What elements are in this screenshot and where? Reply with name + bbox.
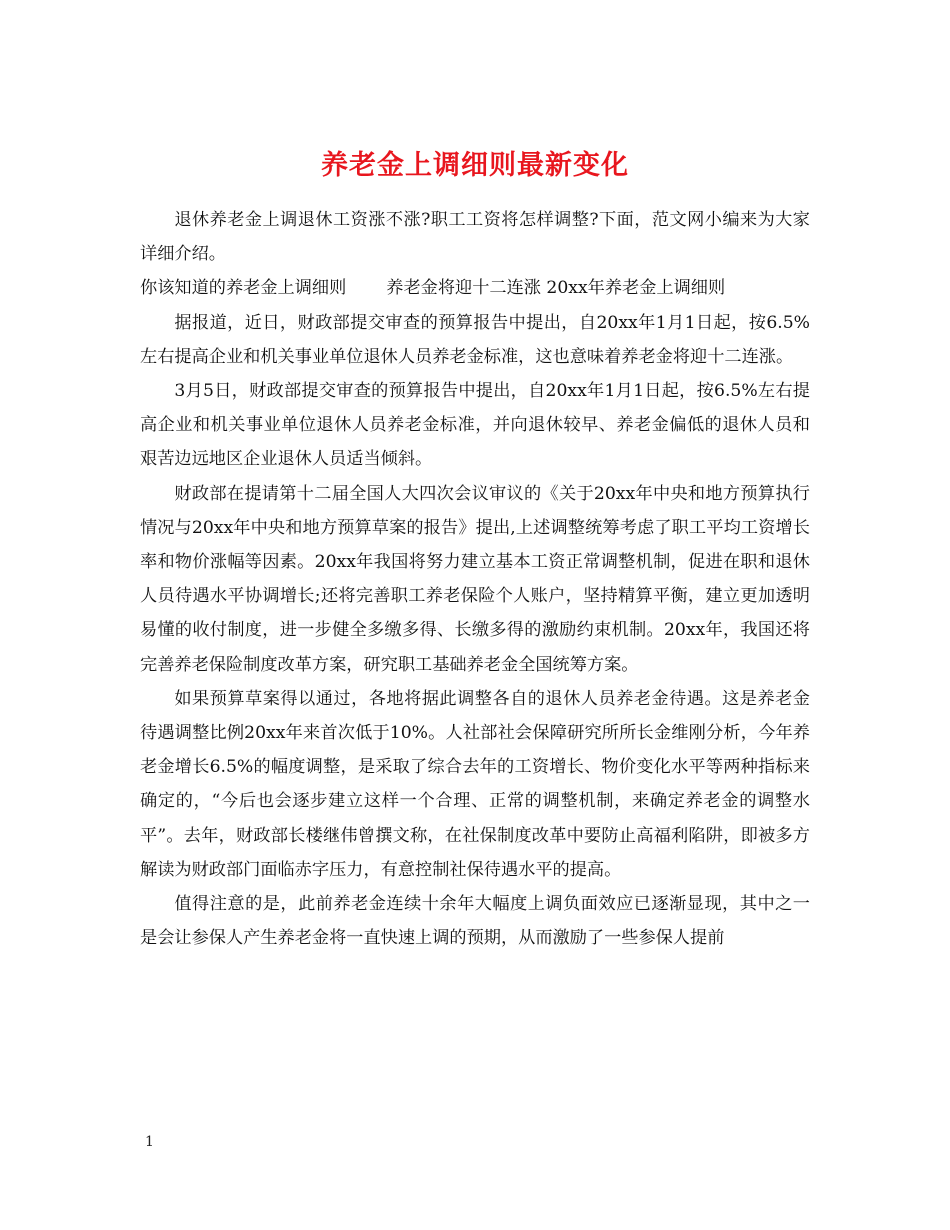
paragraph-finance-ministry: 财政部在提请第十二届全国人大四次会议审议的《关于20xx年中央和地方预算执行情况与20xx年中央和地方预算草案的报告》提出,上述调整统筹考虑了职工平均工资增长率和物价涨幅等因素。20xx年我国将努力建立基本工资正常调整机制，促进在职和退休人员待遇水平协调增长;还将完善职工养老保险个人账户，坚持精算平衡，建立更加透明易懂的收付制度，进一步健全多缴多得、长缴多得的激励约束机制。20xx年，我国还将完善养老保险制度改革方案，研究职工基础养老金全国统筹方案。 <box>140 483 810 675</box>
paragraph-budget-draft: 如果预算草案得以通过，各地将据此调整各自的退休人员养老金待遇。这是养老金待遇调整比例20xx年来首次低于10%。人社部社会保障研究所所长金维刚分析，今年养老金增长6.5%的幅度调整，是采取了综合去年的工资增长、物价变化水平等两种指标来确定的，“今后也会逐步建立这样一个合理、正常的调整机制，来确定养老金的调整水平”。去年，财政部长楼继伟曾撰文称，在社保制度改革中要防止高福利陷阱，即被多方解读为财政部门面临赤字压力，有意控制社保待遇水平的提高。 <box>140 688 810 880</box>
document-title: 养老金上调细则最新变化 <box>321 150 629 182</box>
paragraph-intro: 退休养老金上调退休工资涨不涨?职工工资将怎样调整?下面，范文网小编来为大家详细介绍。 <box>140 210 810 265</box>
related-links <box>140 271 810 305</box>
document-body <box>140 203 810 955</box>
paragraph-attention: 值得注意的是，此前养老金连续十余年大幅度上调负面效应已逐渐显现，其中之一是会让参保人产生养老金将一直快速上调的预期，从而激励了一些参保人提前 <box>140 894 810 949</box>
related-link-2[interactable]: 养老金将迎十二连涨 20xx年养老金上调细则 <box>386 278 726 299</box>
related-link-1[interactable]: 你该知道的养老金上调细则 <box>140 278 347 299</box>
page-number: 1 <box>145 1134 154 1150</box>
paragraph-report: 据报道，近日，财政部提交审查的预算报告中提出，自20xx年1月1日起，按6.5%左右提高企业和机关事业单位退休人员养老金标准，这也意味着养老金将迎十二连涨。 <box>140 312 810 367</box>
paragraph-march: 3月5日，财政部提交审查的预算报告中提出，自20xx年1月1日起，按6.5%左右提高企业和机关事业单位退休人员养老金标准，并向退休较早、养老金偏低的退休人员和艰苦边远地区企业退休人员适当倾斜。 <box>140 381 810 470</box>
